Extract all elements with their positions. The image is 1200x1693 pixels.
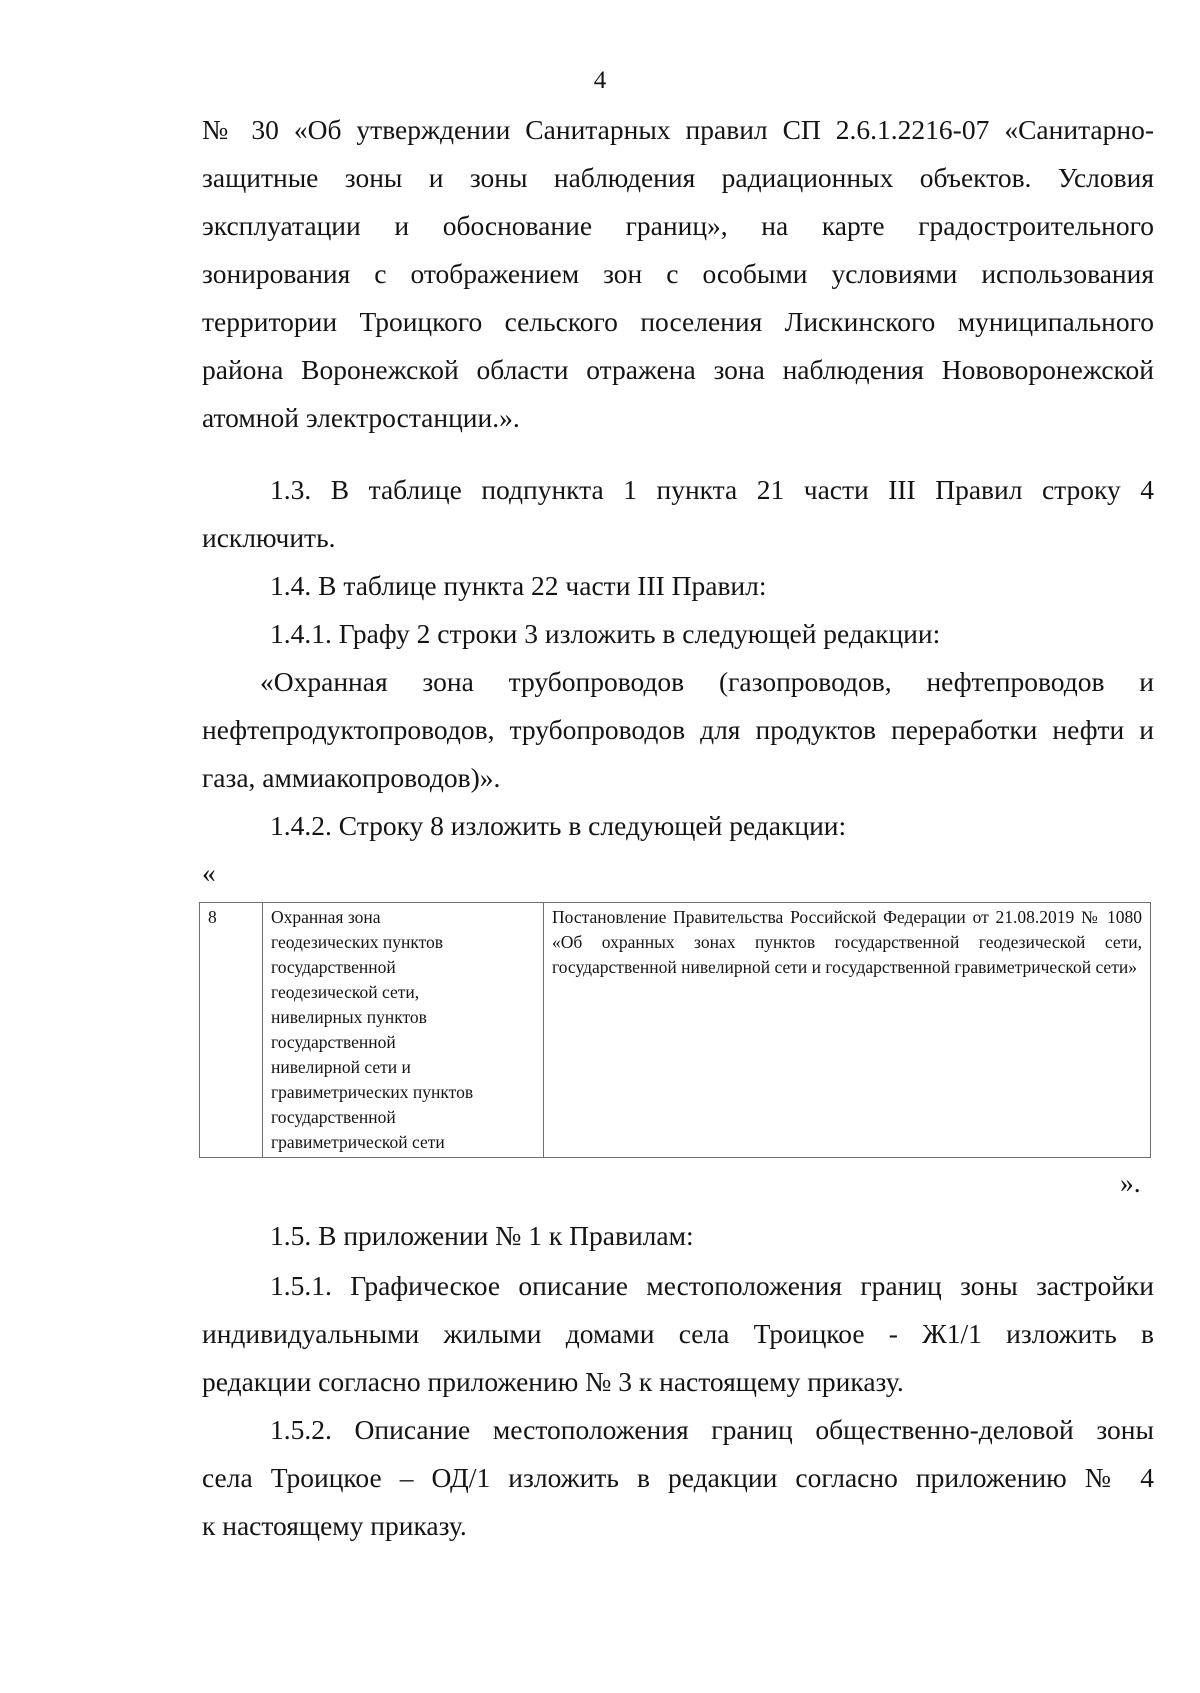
text-line: 1.5.2. Описание местоположения границ общественно-деловой зоны: [270, 1414, 1154, 1445]
cell-line: государственной: [271, 1107, 396, 1127]
zones-table: [199, 902, 1151, 1158]
text-line: района Воронежской области отражена зона наблюдения Нововоронежской: [202, 354, 1154, 385]
text-line: № 30 «Об утверждении Санитарных правил СП 2.6.1.2216-07 «Санитарно-: [202, 114, 1154, 145]
text-line: защитные зоны и зоны наблюдения радиационных объектов. Условия: [202, 162, 1154, 193]
item-1-4-2: [202, 802, 1154, 850]
quote-close-mark: ».: [1120, 1167, 1141, 1198]
text-line: зонирования с отображением зон с особыми условиями использования: [202, 258, 1154, 289]
table-cell-zone-name: [263, 903, 544, 1158]
text-line: эксплуатации и обоснование границ», на карте градостроительного: [202, 210, 1154, 241]
text-line: 1.4. В таблице пункта 22 части III Правил:: [270, 570, 767, 601]
table-cell-legal-basis: Постановление Правительства Российской Федерации от 21.08.2019 № 1080 «Об охранных зонах пунктов государственной геодезической сети, государственной нивелирной сети и государственной гравиметрической сети»: [544, 903, 1151, 1158]
text-line: нефтепродуктопроводов, трубопроводов для продуктов переработки нефти и: [202, 714, 1154, 745]
paragraph-sanitary-rules: [202, 106, 1154, 442]
text-line: территории Троицкого сельского поселения Лискинского муниципального: [202, 306, 1154, 337]
text-line: 1.4.1. Графу 2 строки 3 изложить в следующей редакции:: [270, 618, 941, 649]
item-1-3: [202, 466, 1154, 562]
table-row: [200, 903, 1151, 1158]
cell-line: Охранная зона: [271, 907, 381, 927]
cell-line: нивелирных пунктов: [271, 1007, 427, 1027]
item-1-5-1: [202, 1262, 1154, 1406]
item-1-5-2: [202, 1406, 1154, 1550]
cell-line: государственной: [271, 957, 396, 977]
cell-line: нивелирной сети и: [271, 1057, 411, 1077]
cell-line: государственной: [271, 1032, 396, 1052]
cell-line: геодезической сети,: [271, 982, 420, 1002]
text-line: «Охранная зона трубопроводов (газопроводов, нефтепроводов и: [260, 666, 1154, 697]
text-line: индивидуальными жилыми домами села Троицкое - Ж1/1 изложить в: [202, 1318, 1154, 1349]
table-cell-number: 8: [200, 903, 263, 1158]
item-1-5: [202, 1212, 1154, 1260]
text-line: села Троицкое – ОД/1 изложить в редакции согласно приложению № 4: [202, 1462, 1154, 1493]
text-line: атомной электростанции.».: [202, 402, 520, 433]
text-line: к настоящему приказу.: [202, 1510, 467, 1541]
text-line: редакции согласно приложению № 3 к настоящему приказу.: [202, 1366, 904, 1397]
cell-line: гравиметрической сети: [271, 1132, 445, 1152]
text-line: 1.5. В приложении № 1 к Правилам:: [270, 1220, 694, 1251]
text-line: 1.5.1. Графическое описание местоположения границ зоны застройки: [270, 1270, 1154, 1301]
text-line: 1.4.2. Строку 8 изложить в следующей редакции:: [270, 810, 847, 841]
quote-pipeline-zone: [202, 658, 1154, 802]
text-line: исключить.: [202, 522, 336, 553]
text-line: газа, аммиакопроводов)».: [202, 762, 501, 793]
item-1-4: [202, 562, 1154, 610]
text-line: 1.3. В таблице подпункта 1 пункта 21 части III Правил строку 4: [270, 474, 1154, 505]
cell-line: геодезических пунктов: [271, 932, 444, 952]
page-number: 4: [593, 67, 607, 94]
cell-line: гравиметрических пунктов: [271, 1082, 474, 1102]
quote-open-mark: «: [202, 857, 216, 888]
item-1-4-1: [202, 610, 1154, 658]
